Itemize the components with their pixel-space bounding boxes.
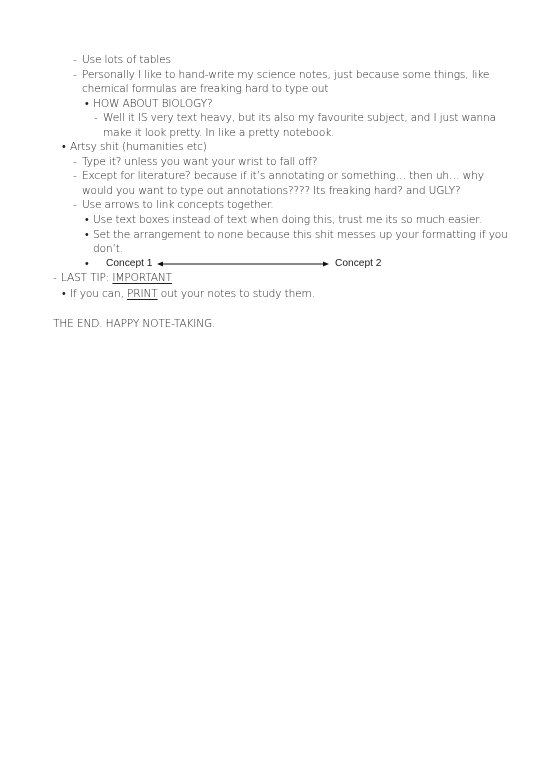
concept-2-textbox: Concept 2 (335, 258, 382, 269)
list-item-text: HOW ABOUT BIOLOGY? (93, 98, 213, 110)
print-tip-suffix: out your notes to study them. (157, 288, 315, 300)
bullet-marker: • (85, 258, 89, 270)
dash-marker: - (94, 112, 98, 124)
list-item-text: Except for literature? because if it’s annotating or something… then uh… why (82, 170, 484, 182)
dash-marker: - (73, 199, 77, 211)
list-item-text: Artsy shit (humanities etc) (70, 141, 207, 153)
bullet-marker: • (62, 141, 66, 153)
list-item-text: would you want to type out annotations???? Its freaking hard? and UGLY? (82, 185, 461, 197)
list-item-text: Well it IS very text heavy, but its also my favourite subject, and I just wanna (103, 112, 496, 124)
concept-1-textbox: Concept 1 (106, 258, 153, 269)
list-item-text: chemical formulas are freaking hard to type out (82, 83, 329, 95)
important-underlined: IMPORTANT (112, 272, 172, 284)
dash-marker: - (73, 156, 77, 168)
list-item-text: Use lots of tables (82, 54, 171, 66)
list-item (73, 53, 77, 68)
print-underlined: PRINT (127, 288, 158, 300)
print-tip-prefix: If you can, (70, 288, 128, 300)
list-item-text: Use text boxes instead of text when doing this, trust me its so much easier. (93, 214, 482, 226)
double-arrow-icon (157, 259, 329, 269)
dash-marker: - (73, 69, 77, 81)
dash-marker: - (53, 272, 57, 284)
last-tip-line (61, 271, 172, 286)
dash-marker: - (73, 54, 77, 66)
list-item-text: Use arrows to link concepts together. (82, 199, 274, 211)
bullet-marker: • (85, 98, 89, 110)
bullet-marker: • (62, 288, 66, 300)
bullet-marker: • (85, 214, 89, 226)
list-item-text: make it look pretty. In like a pretty notebook. (103, 127, 335, 139)
dash-marker: - (73, 170, 77, 182)
list-item-text: Type it? unless you want your wrist to fall off? (82, 156, 318, 168)
bullet-marker: • (85, 229, 89, 241)
last-tip-label: LAST TIP: (61, 272, 113, 284)
closing-line: THE END. HAPPY NOTE-TAKING. (53, 318, 216, 330)
list-item-text: don’t. (93, 243, 123, 255)
list-item-text: Personally I like to hand-write my science notes, just because some things, like (82, 69, 490, 81)
print-tip-line (70, 287, 315, 302)
list-item-text: Set the arrangement to none because this shit messes up your formatting if you (93, 229, 508, 241)
